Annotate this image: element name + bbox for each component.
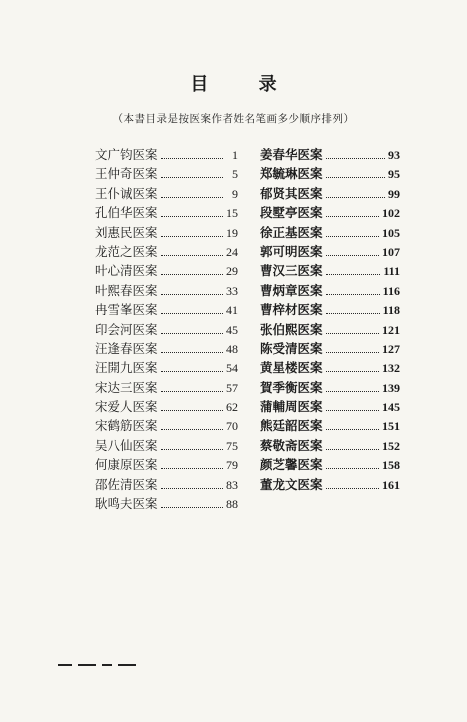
toc-entry-page-number: 107 — [382, 244, 400, 259]
dot-leader — [161, 371, 223, 372]
toc-entry — [260, 164, 400, 183]
toc-entry-page-number: 33 — [226, 283, 238, 298]
dot-leader — [326, 449, 379, 450]
toc-entry — [260, 261, 400, 280]
toc-entry-page-number: 151 — [382, 419, 400, 434]
toc-entry — [260, 242, 400, 261]
toc-entry-name: 段墅亭医案 — [260, 205, 323, 221]
dot-leader — [161, 333, 223, 334]
toc-entry-name: 黄星楼医案 — [260, 360, 323, 376]
dot-leader — [161, 255, 223, 256]
toc-entry — [260, 203, 400, 222]
toc-entry-name: 蒲輔周医案 — [260, 399, 323, 415]
toc-entry-name: 曹炳章医案 — [260, 282, 323, 298]
toc-entry-name: 姜春华医案 — [260, 147, 323, 162]
toc-right-column — [260, 145, 400, 494]
toc-entry — [95, 184, 238, 203]
toc-entry-page-number: 24 — [226, 244, 238, 259]
toc-entry-page-number: 19 — [226, 225, 238, 240]
toc-entry-name: 耿鸣夫医案 — [95, 496, 158, 512]
dot-leader — [326, 468, 379, 469]
dot-leader — [326, 429, 379, 430]
dot-leader — [161, 313, 223, 314]
page-subtitle: （本書目录是按医案作者姓名笔画多少顺序排列） — [112, 113, 355, 125]
toc-entry-name: 刘惠民医案 — [95, 224, 158, 240]
dot-leader — [326, 177, 385, 178]
toc-entry-page-number: 79 — [226, 458, 238, 473]
dot-leader — [326, 255, 379, 256]
dot-leader — [326, 313, 380, 314]
dot-leader — [161, 391, 223, 392]
toc-entry-page-number: 132 — [382, 361, 400, 376]
toc-entry-name: 曹汉三医案 — [260, 263, 323, 279]
toc-entry-name: 董龙文医案 — [260, 476, 323, 492]
toc-entry-page-number: 145 — [382, 400, 400, 415]
dot-leader — [161, 488, 223, 489]
toc-entry-name: 蔡敬斋医案 — [260, 437, 323, 453]
toc-entry-page-number: 99 — [388, 186, 400, 201]
toc-entry-page-number: 127 — [382, 341, 400, 356]
toc-entry-page-number: 121 — [382, 322, 400, 337]
toc-entry-page-number: 57 — [226, 380, 238, 395]
dot-leader — [161, 410, 223, 411]
toc-entry-page-number: 1 — [232, 148, 238, 162]
toc-entry-page-number: 93 — [388, 148, 400, 162]
toc-entry-page-number: 62 — [226, 400, 238, 415]
toc-entry-page-number: 75 — [226, 438, 238, 453]
toc-entry-name: 邵佐清医案 — [95, 476, 158, 492]
toc-entry-page-number: 105 — [382, 225, 400, 240]
toc-entry — [260, 300, 400, 319]
toc-entry-name: 徐正基医案 — [260, 224, 323, 240]
dot-leader — [326, 158, 385, 159]
dot-leader — [326, 274, 381, 275]
dot-leader — [161, 352, 223, 353]
toc-entry — [260, 416, 400, 435]
dot-leader — [161, 294, 223, 295]
dot-leader — [326, 294, 380, 295]
toc-entry-name: 汪開九医案 — [95, 360, 158, 376]
toc-entry — [260, 145, 400, 164]
toc-entry — [260, 223, 400, 242]
dot-leader — [161, 274, 223, 275]
toc-entry — [95, 358, 238, 377]
toc-entry — [260, 339, 400, 358]
toc-entry-page-number: 45 — [226, 322, 238, 337]
toc-entry — [95, 203, 238, 222]
toc-entry — [260, 475, 400, 494]
dot-leader — [161, 177, 223, 178]
toc-entry-page-number: 83 — [226, 477, 238, 492]
dot-leader — [161, 158, 223, 159]
toc-entry-name: 汪逢春医案 — [95, 340, 158, 356]
toc-entry-name: 郁贤其医案 — [260, 185, 323, 201]
dot-leader — [161, 429, 223, 430]
toc-entry — [260, 436, 400, 455]
dot-leader — [326, 236, 379, 237]
toc-entry-name: 曹梓材医案 — [260, 302, 323, 318]
toc-entry-name: 何康原医案 — [95, 457, 158, 473]
toc-entry-name: 颜芝馨医案 — [260, 457, 323, 473]
toc-entry — [95, 378, 238, 397]
toc-entry-page-number: 111 — [383, 264, 400, 279]
toc-entry-name: 郭可明医案 — [260, 243, 323, 259]
toc-entry-page-number: 54 — [226, 361, 238, 376]
toc-entry — [260, 455, 400, 474]
dot-leader — [161, 216, 223, 217]
toc-entry-page-number: 15 — [226, 206, 238, 221]
toc-entry-page-number: 102 — [382, 206, 400, 221]
toc-entry — [260, 281, 400, 300]
toc-entry-page-number: 158 — [382, 458, 400, 473]
toc-entry-page-number: 41 — [226, 303, 238, 318]
toc-entry — [95, 145, 238, 164]
toc-entry — [260, 397, 400, 416]
toc-left-column — [95, 145, 238, 513]
dot-leader — [326, 352, 379, 353]
dot-leader — [326, 333, 379, 334]
toc-entry — [95, 416, 238, 435]
toc-entry — [95, 223, 238, 242]
toc-entry-name: 熊廷韶医案 — [260, 418, 323, 434]
toc-entry-name: 王仆诚医案 — [95, 185, 158, 201]
dot-leader — [326, 391, 379, 392]
toc-entry-name: 冉雪峯医案 — [95, 302, 158, 318]
dot-leader — [161, 197, 223, 198]
toc-entry-name: 文广钧医案 — [95, 147, 158, 162]
toc-entry-page-number: 95 — [388, 167, 400, 182]
toc-entry-page-number: 88 — [226, 497, 238, 512]
toc-entry-page-number: 118 — [382, 303, 400, 318]
toc-entry — [95, 339, 238, 358]
toc-entry-page-number: 9 — [232, 186, 238, 201]
toc-entry-name: 印会河医案 — [95, 321, 158, 337]
toc-entry-name: 郑毓琳医案 — [260, 166, 323, 182]
dot-leader — [326, 197, 385, 198]
dot-leader — [326, 216, 379, 217]
toc-entry-page-number: 29 — [226, 264, 238, 279]
toc-entry-name: 叶心清医案 — [95, 263, 158, 279]
dot-leader — [161, 507, 223, 508]
toc-entry-page-number: 48 — [226, 341, 238, 356]
toc-entry-name: 王仲奇医案 — [95, 166, 158, 182]
dot-leader — [326, 488, 379, 489]
toc-entry — [95, 397, 238, 416]
toc-entry — [260, 378, 400, 397]
toc-entry-page-number: 116 — [382, 283, 400, 298]
footer-dash-marks — [58, 664, 136, 668]
toc-entry-page-number: 161 — [382, 477, 400, 492]
toc-entry-page-number: 5 — [232, 167, 238, 182]
dot-leader — [326, 371, 379, 372]
toc-entry — [95, 261, 238, 280]
toc-entry-name: 宋爱人医案 — [95, 399, 158, 415]
toc-entry — [95, 494, 238, 513]
dot-leader — [326, 410, 379, 411]
toc-entry-name: 宋鹤筋医案 — [95, 418, 158, 434]
toc-entry — [95, 281, 238, 300]
toc-entry-name: 賀季衡医案 — [260, 379, 323, 395]
toc-entry-name: 张伯熙医案 — [260, 321, 323, 337]
toc-entry — [95, 300, 238, 319]
dot-leader — [161, 468, 223, 469]
toc-entry-name: 宋达三医案 — [95, 379, 158, 395]
toc-entry-page-number: 152 — [382, 438, 400, 453]
toc-entry — [260, 184, 400, 203]
toc-entry-name: 叶熙春医案 — [95, 282, 158, 298]
toc-entry — [95, 164, 238, 183]
toc-entry — [260, 358, 400, 377]
toc-entry — [95, 320, 238, 339]
dot-leader — [161, 236, 223, 237]
toc-entry — [95, 455, 238, 474]
toc-entry-name: 陈受清医案 — [260, 340, 323, 356]
toc-entry — [95, 475, 238, 494]
toc-entry — [260, 320, 400, 339]
toc-entry-name: 孔伯华医案 — [95, 205, 158, 221]
toc-entry-page-number: 139 — [382, 380, 400, 395]
toc-entry-page-number: 70 — [226, 419, 238, 434]
toc-entry-name: 吴八仙医案 — [95, 437, 158, 453]
toc-entry — [95, 436, 238, 455]
toc-entry-name: 龙范之医案 — [95, 243, 158, 259]
toc-entry — [95, 242, 238, 261]
dot-leader — [161, 449, 223, 450]
page-title: 目 录 — [190, 74, 299, 95]
